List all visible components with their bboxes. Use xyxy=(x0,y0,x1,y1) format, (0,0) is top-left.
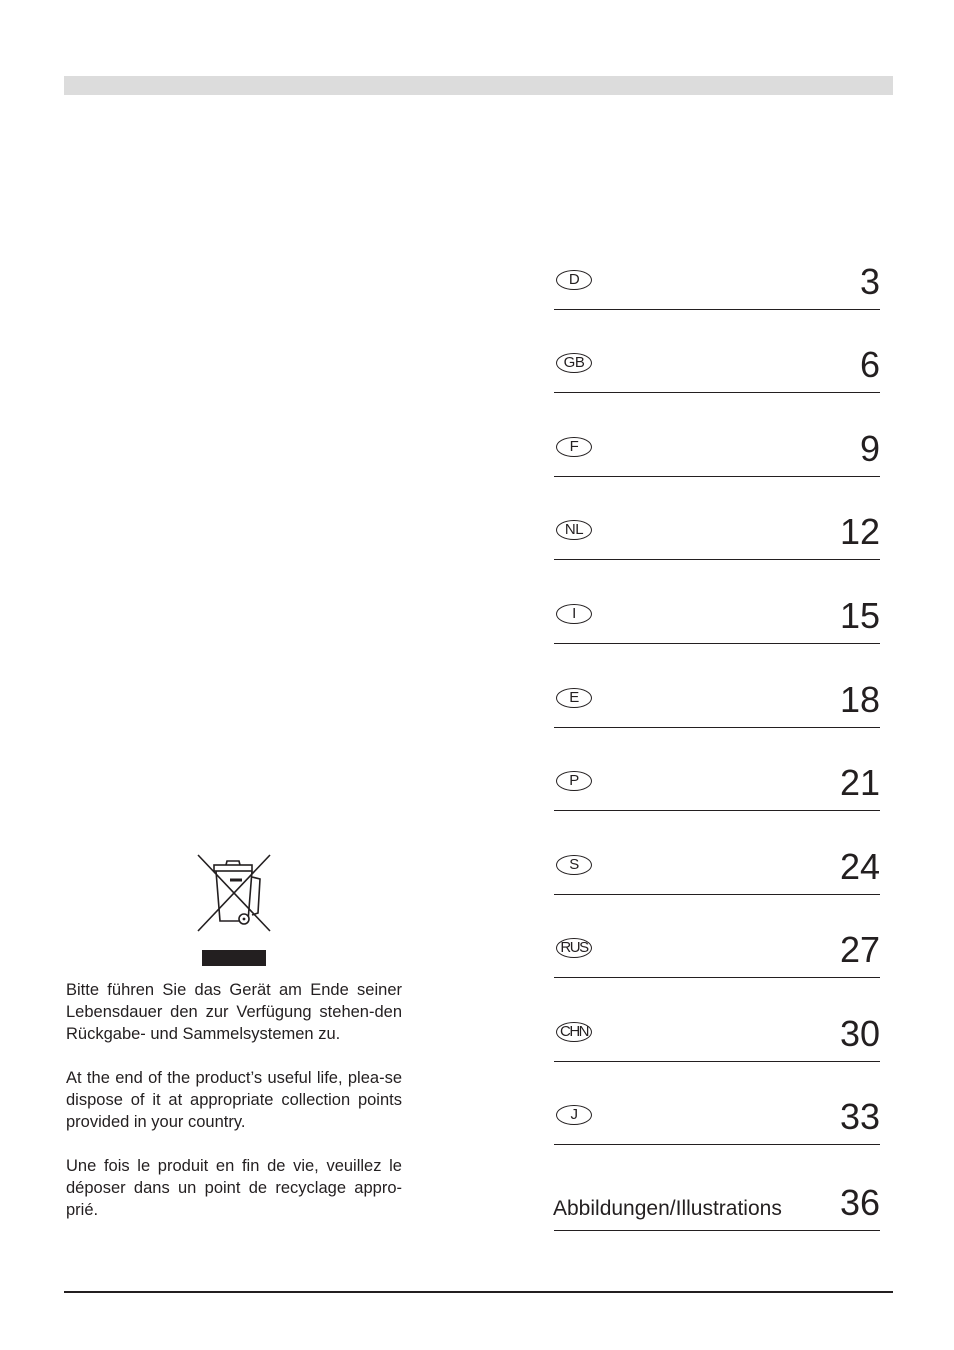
toc-entry-f[interactable] xyxy=(553,393,880,477)
toc-entry-rus[interactable] xyxy=(553,894,880,978)
toc-entry-d[interactable] xyxy=(553,226,880,310)
disposal-note-de: Bitte führen Sie das Gerät am Ende seiner Lebensdauer den zur Verfügung stehen-den Rückgabe- und Sammelsystemen zu. xyxy=(66,981,402,1043)
toc-entry-s[interactable] xyxy=(553,811,880,895)
page-number: 24 xyxy=(839,846,880,887)
divider xyxy=(554,1144,880,1145)
page-number: 30 xyxy=(839,1013,880,1054)
language-badge: RUS xyxy=(556,938,592,958)
divider xyxy=(554,1230,880,1231)
page-number: 6 xyxy=(859,344,880,385)
toc-entry-illustrations[interactable] xyxy=(553,1147,880,1231)
page-number: 9 xyxy=(859,428,880,469)
header-bar xyxy=(64,76,893,95)
page-number: 12 xyxy=(839,511,880,552)
toc-entry-nl[interactable] xyxy=(553,476,880,560)
toc-entry-i[interactable] xyxy=(553,560,880,644)
toc-entry-gb[interactable] xyxy=(553,309,880,393)
language-badge: E xyxy=(556,688,592,708)
toc-entry-chn[interactable] xyxy=(553,978,880,1062)
toc-entry-j[interactable] xyxy=(553,1061,880,1145)
toc-entry-e[interactable] xyxy=(553,644,880,728)
disposal-notes xyxy=(66,979,402,1243)
disposal-note-fr: Une fois le produit en fin de vie, veuillez le déposer dans un point de recyclage appro-prié. xyxy=(66,1157,402,1219)
language-badge: CHN xyxy=(556,1022,592,1042)
language-badge: P xyxy=(556,771,592,791)
toc-entry-p[interactable] xyxy=(553,727,880,811)
language-badge: GB xyxy=(556,353,592,373)
language-badge: F xyxy=(556,437,592,457)
language-badge: D xyxy=(556,270,592,290)
disposal-note-en: At the end of the product’s useful life, plea-se dispose of it at appropriate collection points provided in your country. xyxy=(66,1069,402,1131)
language-badge: I xyxy=(556,604,592,624)
page-number: 15 xyxy=(839,595,880,636)
page-number: 36 xyxy=(839,1182,880,1223)
language-badge: S xyxy=(556,855,592,875)
page-number: 27 xyxy=(839,929,880,970)
language-badge: NL xyxy=(556,520,592,540)
language-badge: J xyxy=(556,1105,592,1125)
footer-rule xyxy=(64,1291,893,1293)
page-number: 3 xyxy=(859,261,880,302)
crossed-out-wheelie-bin-icon xyxy=(196,853,272,967)
illustrations-label: Abbildungen/Illustrations xyxy=(553,1197,782,1220)
page-number: 21 xyxy=(839,762,880,803)
page-number: 18 xyxy=(839,679,880,720)
page-number: 33 xyxy=(839,1096,880,1137)
